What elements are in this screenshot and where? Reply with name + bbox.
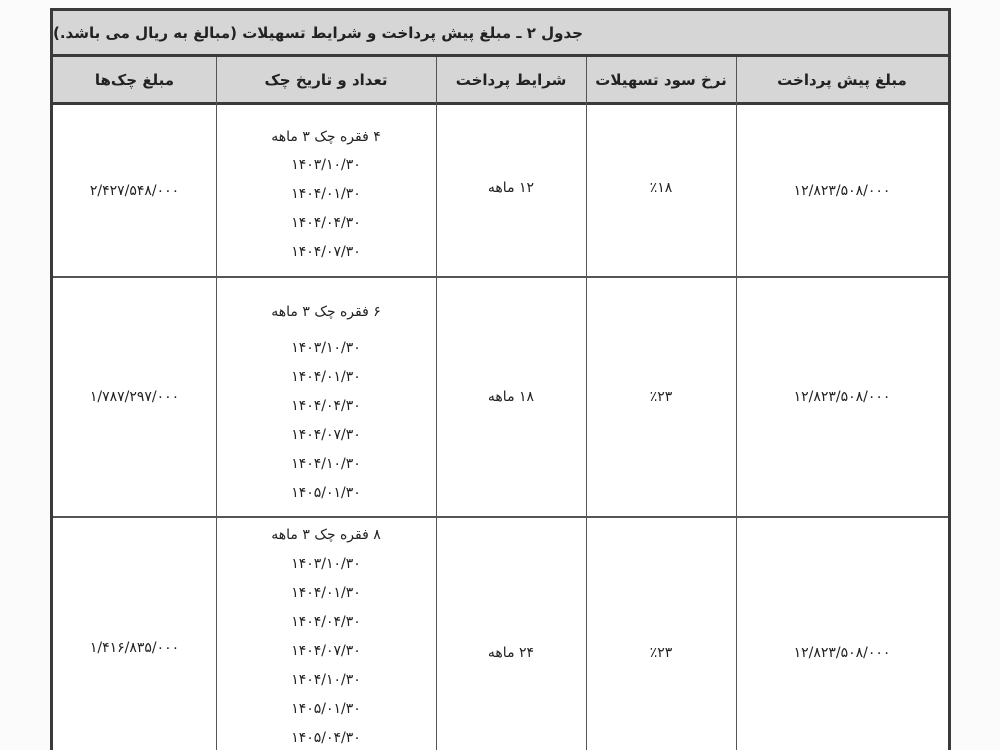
table-header-row bbox=[53, 57, 948, 105]
check-date: ۱۴۰۴/۰۴/۳۰ bbox=[291, 614, 361, 630]
interest-rate-value: ٪۲۳ bbox=[649, 645, 673, 661]
payment-terms-value: ۲۴ ماهه bbox=[487, 645, 535, 661]
checks-amount-value: ۱/۷۸۷/۲۹۷/۰۰۰ bbox=[89, 389, 180, 405]
row3-interest-rate bbox=[586, 518, 736, 750]
check-date: ۱۴۰۴/۰۷/۳۰ bbox=[291, 427, 361, 443]
header-checks-amount: مبلغ چک‌ها bbox=[94, 70, 175, 89]
prepayment-value: ۱۲/۸۲۳/۵۰۸/۰۰۰ bbox=[793, 645, 891, 661]
header-interest-rate: نرخ سود تسهیلات bbox=[595, 70, 727, 89]
header-checks-count-date: تعداد و تاریخ چک bbox=[264, 70, 388, 89]
check-date: ۱۴۰۴/۰۱/۳۰ bbox=[291, 585, 361, 601]
payment-terms-value: ۱۲ ماهه bbox=[487, 179, 535, 196]
row3-prepayment bbox=[736, 518, 948, 750]
row1-prepayment bbox=[736, 105, 948, 276]
header-prepayment: مبلغ پیش پرداخت bbox=[777, 70, 907, 89]
header-payment-terms: شرایط پرداخت bbox=[455, 70, 567, 89]
check-date: ۱۴۰۴/۰۷/۳۰ bbox=[291, 643, 361, 659]
row3-checks-amount bbox=[53, 518, 216, 750]
checks-amount-value: ۱/۴۱۶/۸۳۵/۰۰۰ bbox=[89, 640, 180, 656]
check-date: ۱۴۰۴/۰۷/۳۰ bbox=[291, 244, 361, 260]
row1-interest-rate bbox=[586, 105, 736, 276]
checks-amount-value: ۲/۴۲۷/۵۴۸/۰۰۰ bbox=[89, 182, 180, 199]
row2-checks-amount bbox=[53, 278, 216, 516]
checks-title: ۴ فقره چک ۳ ماهه bbox=[271, 129, 381, 145]
check-date: ۱۴۰۵/۰۱/۳۰ bbox=[291, 701, 361, 717]
payment-terms-value: ۱۸ ماهه bbox=[487, 389, 535, 405]
check-date: ۱۴۰۴/۱۰/۳۰ bbox=[291, 672, 361, 688]
check-date: ۱۴۰۴/۰۱/۳۰ bbox=[291, 369, 361, 385]
check-date: ۱۴۰۴/۰۴/۳۰ bbox=[291, 398, 361, 414]
row1-checks bbox=[216, 123, 436, 267]
prepayment-value: ۱۲/۸۲۳/۵۰۸/۰۰۰ bbox=[793, 182, 891, 199]
checks-title: ۶ فقره چک ۳ ماهه bbox=[271, 304, 381, 320]
prepayment-value: ۱۲/۸۲۳/۵۰۸/۰۰۰ bbox=[793, 389, 891, 405]
check-date: ۱۴۰۴/۰۴/۳۰ bbox=[291, 215, 361, 231]
table-title: جدول ۲ ـ مبلغ پیش پرداخت و شرایط تسهیلات (مبالغ به ریال می باشد.) bbox=[53, 11, 948, 57]
row1-payment-terms bbox=[436, 105, 586, 276]
row2-payment-terms bbox=[436, 278, 586, 516]
row2-interest-rate bbox=[586, 278, 736, 516]
interest-rate-value: ٪۱۸ bbox=[649, 179, 673, 196]
row3-payment-terms bbox=[436, 518, 586, 750]
check-date: ۱۴۰۴/۱۰/۳۰ bbox=[291, 456, 361, 472]
check-date: ۱۴۰۳/۱۰/۳۰ bbox=[291, 340, 361, 356]
checks-title: ۸ فقره چک ۳ ماهه bbox=[271, 527, 381, 543]
row2-checks bbox=[216, 298, 436, 508]
check-date: ۱۴۰۴/۰۱/۳۰ bbox=[291, 186, 361, 202]
row3-checks bbox=[216, 520, 436, 750]
check-date: ۱۴۰۵/۰۴/۳۰ bbox=[291, 730, 361, 746]
check-date: ۱۴۰۳/۱۰/۳۰ bbox=[291, 556, 361, 572]
check-date: ۱۴۰۳/۱۰/۳۰ bbox=[291, 157, 361, 173]
row1-checks-amount bbox=[53, 105, 216, 276]
payment-terms-table bbox=[50, 8, 951, 750]
row2-prepayment bbox=[736, 278, 948, 516]
check-date: ۱۴۰۵/۰۱/۳۰ bbox=[291, 485, 361, 501]
interest-rate-value: ٪۲۳ bbox=[649, 389, 673, 405]
